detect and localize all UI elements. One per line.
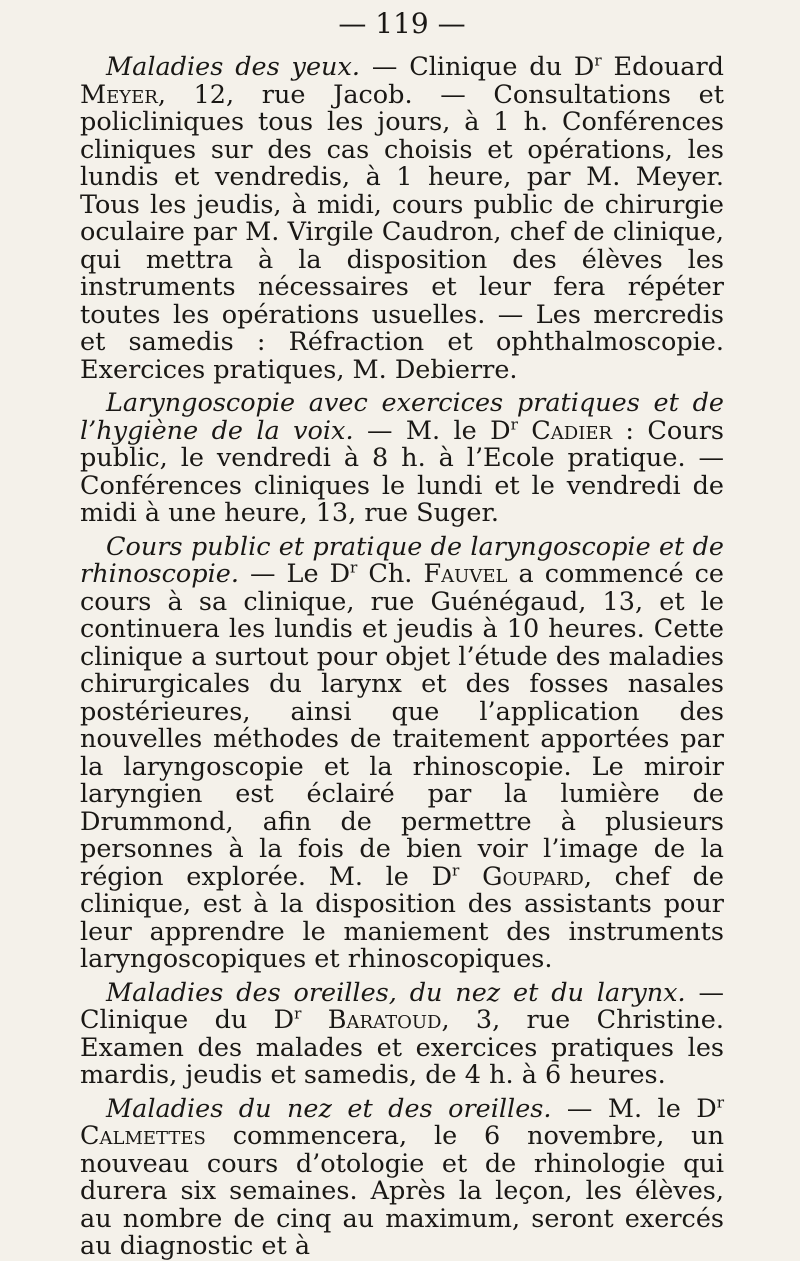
superscript: r	[510, 415, 518, 433]
entry-text: — M. le D	[353, 415, 511, 446]
entry-text: — Clinique du D	[80, 977, 724, 1035]
entry-title: Laryngoscopie avec exercices pratiques et de l’hygiène de la voix.	[80, 388, 724, 446]
doctor-name: Cadier	[531, 415, 613, 446]
entry-text	[301, 1005, 327, 1035]
entry-title: Maladies du nez et des oreilles.	[106, 1093, 552, 1124]
doctor-name: Meyer	[80, 79, 158, 110]
entry-text: , 12, rue Jacob. — Consultations et policliniques tous les jours, à 1 h. Conférences cliniques sur des cas choisis et opérations, les lundis et vendredis, à 1 heure, par M. Meyer. Tous les jeudis, à midi, cours public de chirurgie oculaire par M. Virgile Caudron, chef de clinique, qui mettra à la disposition des élèves les instruments nécessaires et leur fera répéter toutes les opérations usuelles. — Les mercredis et samedis : Réfraction et ophthalmoscopie. Exercices pratiques, M. Debierre.	[80, 79, 724, 385]
entry-text: — Clinique du D	[359, 52, 595, 82]
entry-text: — M. le D	[551, 1093, 717, 1124]
entry-text	[518, 416, 531, 446]
superscript: r	[350, 558, 358, 577]
entry-text: , 3, rue Christine. Examen des malades et exercices pratiques les mardis, jeudis et samedis, de 4 h. à 6 heures.	[80, 1005, 724, 1090]
entry-text: Ch.	[357, 559, 424, 589]
superscript: r	[594, 51, 602, 70]
entry-text: a commencé ce cours à sa clinique, rue Guénégaud, 13, et le continuera les lundis et jeudis à 10 heures. Cette clinique a surtout pour objet l’étude des maladies chirurgicales du larynx et des fosses nasales postérieures, ainsi que l’application des nouvelles méthodes de traitement apportées par la laryngoscopie et la rhinoscopie. Le miroir laryngien est éclairé par la lumière de Drummond, afin de permettre à plusieurs personnes à la fois de bien voir l’image de la région explorée. M. le D	[80, 559, 724, 892]
entry-text: commencera, le 6 novembre, un nouveau cours d’otologie et de rhinologie qui durera six semaines. Après la leçon, les élèves, au nombre de cinq au maximum, seront exercés au diagnostic et à	[80, 1121, 724, 1261]
doctor-name: Fauvel	[423, 559, 508, 589]
entry-maladies-des-oreilles	[80, 977, 724, 1090]
entry-title: Maladies des oreilles, du nez et du larynx.	[106, 977, 686, 1008]
superscript: r	[294, 1004, 302, 1023]
entry-cours-public-laryngoscopie	[80, 531, 724, 974]
entry-title: Cours public et pratique de laryngoscopie et de rhinoscopie.	[80, 531, 724, 589]
superscript: r	[716, 1093, 724, 1111]
superscript: r	[452, 861, 460, 879]
entry-laryngoscopie	[80, 390, 724, 528]
page-number: — 119 —	[338, 7, 466, 40]
entry-text: — Le D	[238, 559, 351, 589]
entry-text: , chef de clinique, est à la disposition des assistants pour leur apprendre le maniement des instruments laryngoscopiques et rhinoscopiques.	[80, 861, 724, 974]
doctor-name: Goupard	[482, 861, 584, 892]
entry-text: : Cours public, le vendredi à 8 h. à l’Ecole pratique. — Conférences cliniques le lundi et le vendredi de midi à une heure, 13, rue Suger.	[80, 415, 724, 528]
entry-title: Maladies des yeux.	[106, 52, 360, 82]
doctor-name: Baratoud	[327, 1005, 442, 1035]
entry-text: Edouard	[601, 52, 724, 82]
entry-maladies-du-nez	[80, 1093, 724, 1261]
entry-maladies-des-yeux	[80, 51, 724, 385]
doctor-name: Calmettes	[80, 1121, 206, 1151]
